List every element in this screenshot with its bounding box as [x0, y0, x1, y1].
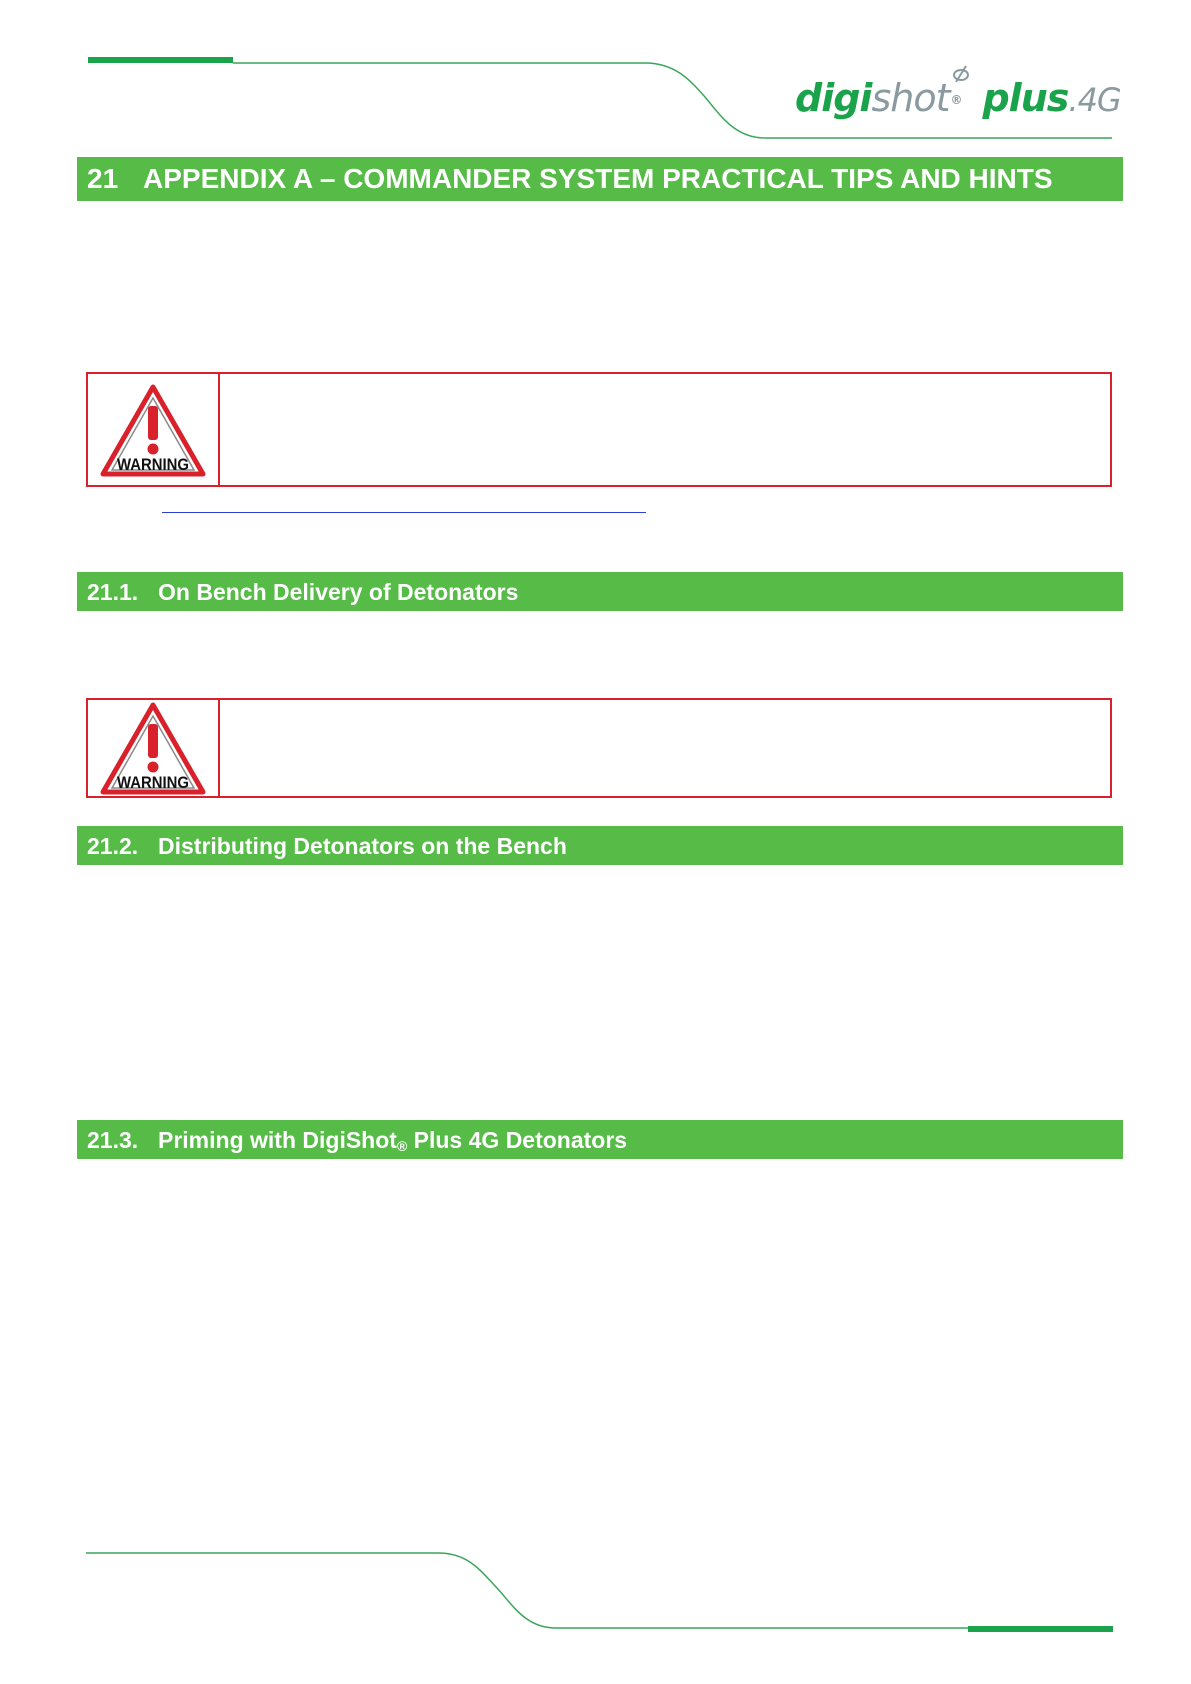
section-number: 21.1.: [87, 579, 139, 605]
section-heading-21-1: [77, 572, 1123, 611]
warning-icon-cell: [88, 700, 220, 796]
section-title-post: Plus 4G Detonators: [407, 1127, 628, 1153]
logo-plus: plus: [982, 76, 1069, 120]
warning-body-2: [222, 700, 1110, 796]
warning-triangle-icon: [100, 384, 206, 478]
warning-body-1: [222, 374, 1110, 485]
section-title-registered-mark: ®: [396, 1138, 408, 1154]
warning-box-1: [86, 372, 1112, 487]
logo-digi: digi: [795, 76, 872, 120]
footer-decoration: [0, 1530, 1191, 1650]
section-heading-21-3: [77, 1120, 1123, 1159]
section-title: Distributing Detonators on the Bench: [158, 833, 567, 859]
chapter-heading: [77, 157, 1123, 201]
hyperlink-underline: [162, 512, 646, 513]
warning-label: WARNING: [117, 773, 189, 792]
section-number: 21.3.: [87, 1127, 139, 1153]
warning-label: WARNING: [117, 455, 189, 474]
section-heading-21-2: [77, 826, 1123, 865]
chapter-number: 21: [87, 163, 119, 194]
warning-icon-cell: [88, 374, 220, 485]
logo-shot: shot: [871, 76, 950, 120]
warning-box-2: [86, 698, 1112, 798]
digishot-plus-4g-logo: [795, 64, 1121, 130]
logo-registered-mark: ®: [950, 93, 962, 107]
warning-triangle-icon: [100, 702, 206, 796]
section-title: [158, 1120, 627, 1167]
chapter-title: APPENDIX A – COMMANDER SYSTEM PRACTICAL TIPS AND HINTS: [143, 163, 1053, 194]
logo-4g: .4G: [1068, 81, 1121, 119]
section-title-pre: Priming with DigiShot: [158, 1127, 397, 1153]
section-number: 21.2.: [87, 833, 139, 859]
section-title: On Bench Delivery of Detonators: [158, 579, 519, 605]
